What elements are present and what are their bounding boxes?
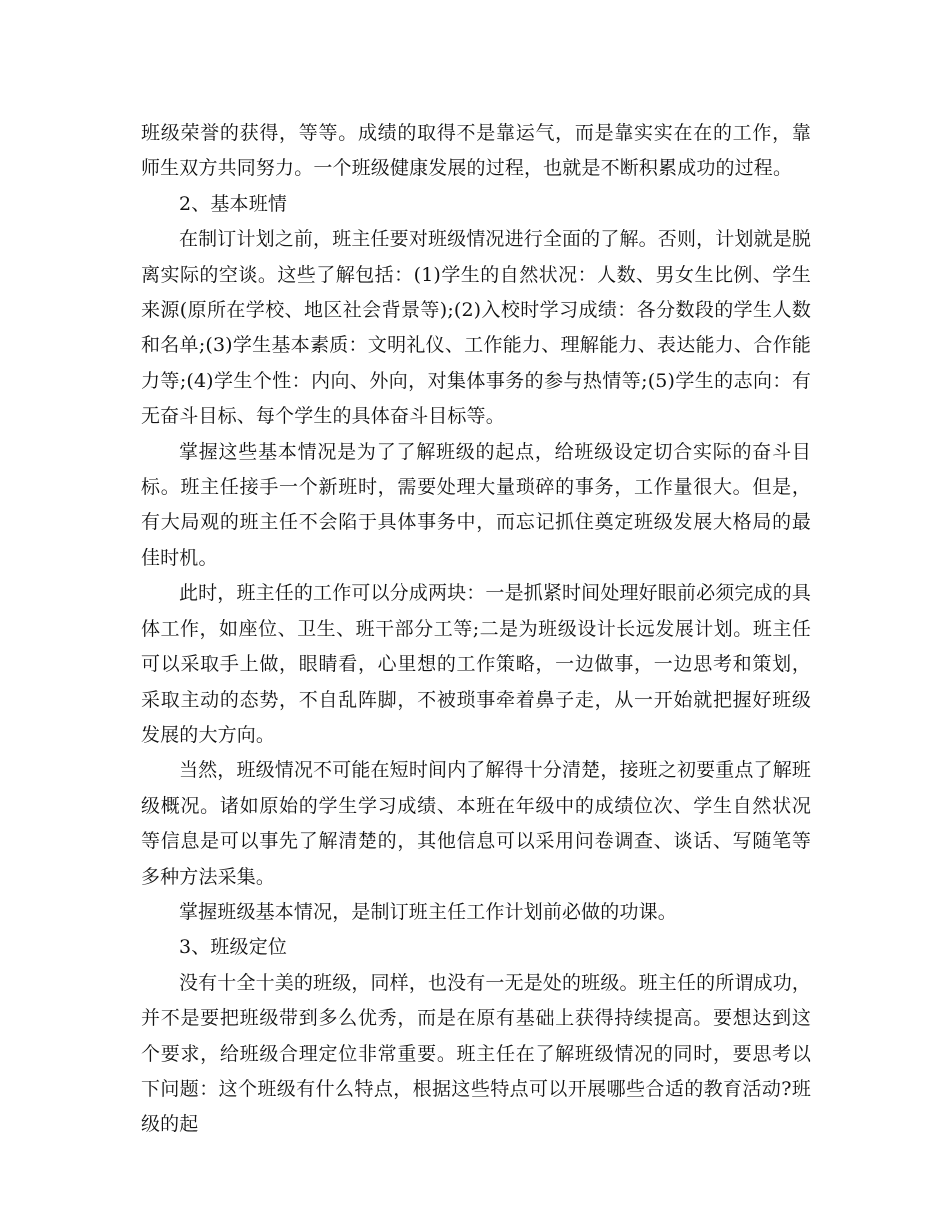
paragraph-starting-point: 掌握这些基本情况是为了了解班级的起点，给班级设定切合实际的奋斗目标。班主任接手一个新班时，需要处理大量琐碎的事务，工作量很大。但是，有大局观的班主任不会陷于具体事务中，而忘记抓住奠定班级发展大格局的最佳时机。 bbox=[141, 440, 811, 569]
section-heading-class-positioning: 3、班级定位 bbox=[179, 936, 287, 959]
paragraph-continuation: 班级荣誉的获得，等等。成绩的取得不是靠运气，而是靠实实在在的工作，靠师生双方共同努力。一个班级健康发展的过程，也就是不断积累成功的过程。 bbox=[141, 122, 811, 180]
section-heading-basic-class-situation: 2、基本班情 bbox=[179, 192, 287, 215]
paragraph-survey-items: 在制订计划之前，班主任要对班级情况进行全面的了解。否则，计划就是脱离实际的空谈。这些了解包括：(1)学生的自然状况：人数、男女生比例、学生来源(原所在学校、地区社会背景等);(2)入校时学习成绩：各分数段的学生人数和名单;(3)学生基本素质：文明礼仪、工作能力、理解能力、表达能力、合作能力等;(4)学生个性：内向、外向，对集体事务的参与热情等;(5)学生的志向：有无奋斗目标、每个学生的具体奋斗目标等。 bbox=[141, 228, 811, 428]
paragraph-two-tasks: 此时，班主任的工作可以分成两块：一是抓紧时间处理好眼前必须完成的具体工作，如座位、卫生、班干部分工等;二是为班级设计长远发展计划。班主任可以采取手上做，眼睛看，心里想的工作策略，一边做事，一边思考和策划，采取主动的态势，不自乱阵脚，不被琐事牵着鼻子走，从一开始就把握好班级发展的大方向。 bbox=[141, 582, 811, 746]
paragraph-positioning: 没有十全十美的班级，同样，也没有一无是处的班级。班主任的所谓成功，并不是要把班级带到多么优秀，而是在原有基础上获得持续提高。要想达到这个要求，给班级合理定位非常重要。班主任在了解班级情况的同时，要思考以下问题：这个班级有什么特点，根据这些特点可以开展哪些合适的教育活动?班级的起 bbox=[141, 971, 811, 1136]
paragraph-homework: 掌握班级基本情况，是制订班主任工作计划前必做的功课。 bbox=[179, 900, 677, 923]
paragraph-class-overview: 当然，班级情况不可能在短时间内了解得十分清楚，接班之初要重点了解班级概况。诸如原始的学生学习成绩、本班在年级中的成绩位次、学生自然状况等信息是可以事先了解清楚的，其他信息可以采用问卷调查、谈话、写随笔等多种方法采集。 bbox=[141, 759, 811, 888]
document-body bbox=[141, 116, 811, 1143]
